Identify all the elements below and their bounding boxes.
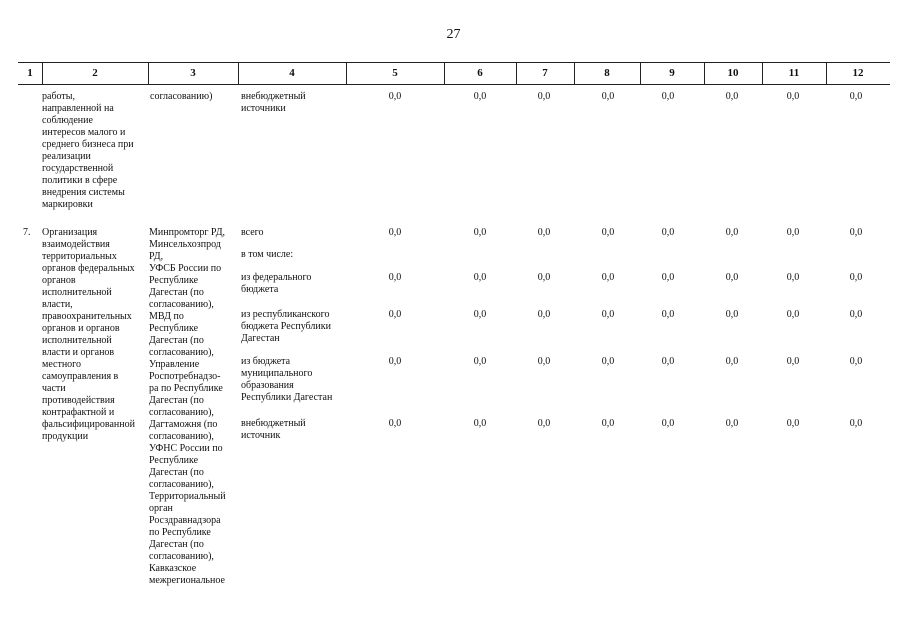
- header-divider: [640, 62, 641, 85]
- value-extrabudget-col-6: 0,0: [473, 418, 487, 429]
- value-federal-col-9: 0,0: [661, 272, 675, 283]
- value-republic-col-8: 0,0: [601, 309, 615, 320]
- page-number: 27: [446, 27, 461, 42]
- header-divider: [574, 62, 575, 85]
- value-federal-col-7: 0,0: [537, 272, 551, 283]
- row7-name: Организация взаимодействия территориальных органов федеральных органов исполнительной власти, правоохранительных органов и органов исполнительной власти и органов местного самоуправления в части противодействия контрафактной и фальсифицированной продукции: [42, 227, 135, 442]
- value-republic-col-11: 0,0: [786, 309, 800, 320]
- value-total-col-5: 0,0: [388, 227, 402, 238]
- value-republic-col-5: 0,0: [388, 309, 402, 320]
- value-extrabudget-col-8: 0,0: [601, 418, 615, 429]
- continued-row-value-col-8: 0,0: [601, 91, 615, 102]
- header-divider: [148, 62, 149, 85]
- value-federal-col-12: 0,0: [849, 272, 863, 283]
- value-total-col-11: 0,0: [786, 227, 800, 238]
- source-including-label: в том числе:: [241, 249, 294, 260]
- header-col-6: 6: [477, 67, 483, 79]
- continued-row-value-col-12: 0,0: [849, 91, 863, 102]
- value-municipal-col-6: 0,0: [473, 356, 487, 367]
- value-federal-col-10: 0,0: [725, 272, 739, 283]
- value-extrabudget-col-5: 0,0: [388, 418, 402, 429]
- value-total-col-8: 0,0: [601, 227, 615, 238]
- header-col-12: 12: [852, 67, 864, 79]
- continued-row-value-col-11: 0,0: [786, 91, 800, 102]
- header-col-9: 9: [669, 67, 675, 79]
- value-total-col-7: 0,0: [537, 227, 551, 238]
- row7-executors: Минпромторг РД, Минсельхозпрод РД, УФСБ России по Республике Дагестан (по согласованию), МВД по Республике Дагестан (по согласованию), Управление Роспотребнадзо- ра по Республике Дагестан (по согласованию), Дагтаможня (по согласованию), УФНС России по Республике Дагестан (по согласованию), Территориальный орган Росздравнадзора по Республике Дагестан (по согласованию), Кавказское межрегиональное: [149, 227, 226, 586]
- value-municipal-col-9: 0,0: [661, 356, 675, 367]
- continued-row-value-col-9: 0,0: [661, 91, 675, 102]
- row-number: 7.: [23, 227, 31, 238]
- header-divider: [762, 62, 763, 85]
- header-divider: [704, 62, 705, 85]
- header-col-11: 11: [788, 67, 800, 79]
- value-federal-col-11: 0,0: [786, 272, 800, 283]
- header-col-2: 2: [92, 67, 98, 79]
- source-municipal-label: из бюджета муниципального образования Республики Дагестан: [241, 356, 333, 403]
- source-total-label: всего: [241, 227, 264, 238]
- value-total-col-9: 0,0: [661, 227, 675, 238]
- value-republic-col-12: 0,0: [849, 309, 863, 320]
- source-federal-label: из федерального бюджета: [241, 272, 312, 295]
- continued-row-value-col-6: 0,0: [473, 91, 487, 102]
- value-extrabudget-col-11: 0,0: [786, 418, 800, 429]
- value-municipal-col-5: 0,0: [388, 356, 402, 367]
- header-divider: [516, 62, 517, 85]
- value-municipal-col-7: 0,0: [537, 356, 551, 367]
- value-federal-col-6: 0,0: [473, 272, 487, 283]
- continued-row-value-col-7: 0,0: [537, 91, 551, 102]
- value-federal-col-8: 0,0: [601, 272, 615, 283]
- header-divider: [346, 62, 347, 85]
- header-col-3: 3: [190, 67, 196, 79]
- header-col-4: 4: [289, 67, 295, 79]
- continued-row-name: работы, направленной на соблюдение интересов малого и среднего бизнеса при реализации государственной политики в сфере внедрения системы маркировки: [42, 91, 134, 210]
- value-total-col-6: 0,0: [473, 227, 487, 238]
- value-republic-col-9: 0,0: [661, 309, 675, 320]
- header-divider: [826, 62, 827, 85]
- value-extrabudget-col-10: 0,0: [725, 418, 739, 429]
- header-divider: [42, 62, 43, 85]
- value-municipal-col-8: 0,0: [601, 356, 615, 367]
- header-col-8: 8: [604, 67, 610, 79]
- value-republic-col-6: 0,0: [473, 309, 487, 320]
- value-republic-col-10: 0,0: [725, 309, 739, 320]
- continued-row-value-col-5: 0,0: [388, 91, 402, 102]
- value-republic-col-7: 0,0: [537, 309, 551, 320]
- header-col-1: 1: [27, 67, 33, 79]
- value-federal-col-5: 0,0: [388, 272, 402, 283]
- value-municipal-col-10: 0,0: [725, 356, 739, 367]
- value-extrabudget-col-7: 0,0: [537, 418, 551, 429]
- continued-row-value-col-10: 0,0: [725, 91, 739, 102]
- value-total-col-10: 0,0: [725, 227, 739, 238]
- continued-row-source: внебюджетный источники: [241, 91, 306, 114]
- value-municipal-col-11: 0,0: [786, 356, 800, 367]
- header-col-5: 5: [392, 67, 398, 79]
- value-extrabudget-col-12: 0,0: [849, 418, 863, 429]
- value-municipal-col-12: 0,0: [849, 356, 863, 367]
- value-total-col-12: 0,0: [849, 227, 863, 238]
- header-col-10: 10: [727, 67, 739, 79]
- source-extrabudget-label: внебюджетный источник: [241, 418, 306, 441]
- header-col-7: 7: [542, 67, 548, 79]
- value-extrabudget-col-9: 0,0: [661, 418, 675, 429]
- header-divider: [238, 62, 239, 85]
- header-divider: [444, 62, 445, 85]
- continued-row-executor: согласованию): [150, 91, 213, 102]
- source-republic-label: из республиканского бюджета Республики Дагестан: [241, 309, 331, 344]
